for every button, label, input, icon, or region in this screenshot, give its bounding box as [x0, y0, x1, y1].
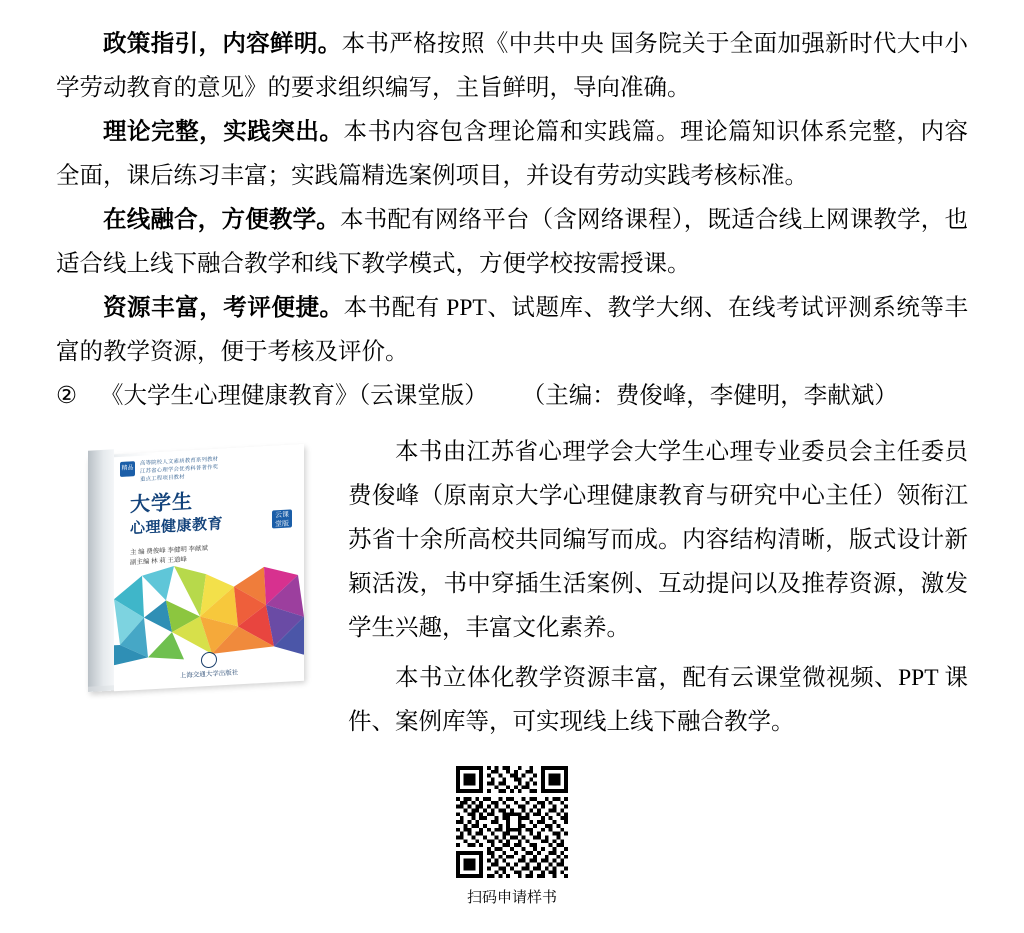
book-entry-heading [56, 374, 968, 418]
cover-editors-line-1: 主 编 费俊峰 李健明 李献斌 [130, 545, 208, 557]
cover-subtitle: 心理健康教育 [130, 516, 224, 538]
paragraph-text [56, 22, 968, 110]
cover-series-line-1: 高等院校人文素质教育系列教材 [140, 456, 219, 467]
paragraph-body: 本书配有网络平台（含网络课程），既适合线上网课教学，也适合线上线下融合教学和线下教学模式，方便学校按需授课。 [56, 207, 969, 277]
cover-title: 大学生 [130, 490, 193, 517]
paragraph-lead: 政策指引，内容鲜明。 [103, 31, 342, 57]
item-title: 《大学生心理健康教育》（云课堂版） [100, 383, 488, 409]
qr-code-icon[interactable] [456, 766, 568, 878]
cover-series-line-3: 重点工程项目教材 [140, 474, 185, 483]
publisher-logo-icon [201, 652, 217, 669]
paragraph-rich-resources [56, 286, 968, 374]
description-paragraph-1: 本书由江苏省心理学会大学生心理专业委员会主任委员费俊峰（原南京大学心理健康教育与研究中心主任）领衔江苏省十余所高校共同编写而成。内容结构清晰，版式设计新颖活泼，书中穿插生活案例、互动提问以及推荐资源，激发学生兴趣，丰富文化素养。 [348, 439, 968, 641]
qr-caption: 扫码申请样书 [466, 889, 557, 906]
item-authors: （主编：费俊峰，李健明，李献斌） [521, 383, 898, 409]
cover-front [114, 447, 304, 692]
paragraph-lead: 在线融合，方便教学。 [103, 207, 341, 233]
cover-badge: 精品 [120, 461, 135, 477]
cover-publisher: 上海交通大学出版社 [179, 669, 239, 680]
cover-edition-tag: 云课堂版 [272, 509, 292, 528]
paragraph-policy-guidance [56, 22, 968, 110]
cover-spine [88, 449, 114, 686]
qr-block [449, 766, 575, 908]
book-description [348, 430, 968, 744]
paragraph-lead: 理论完整，实践突出。 [103, 119, 344, 145]
cover-editors-line-2: 副主编 林 莉 王道峰 [130, 556, 187, 567]
cover-triangle-artwork [114, 559, 304, 666]
paragraph-text [56, 286, 968, 374]
paragraph-online-integration [56, 198, 968, 286]
paragraph-body: 本书内容包含理论篇和实践篇。理论篇知识体系完整，内容全面，课后练习丰富；实践篇精选案例项目，并设有劳动实践考核标准。 [56, 119, 969, 189]
paragraph-text [56, 110, 968, 198]
paragraph-body: 本书配有 PPT、试题库、教学大纲、在线考试评测系统等丰富的教学资源，便于考核及评价。 [56, 295, 968, 365]
cover-series-line-2: 江苏省心理学会优秀科普著作奖 [140, 464, 219, 475]
paragraph-text [56, 198, 968, 286]
description-paragraph-2: 本书立体化教学资源丰富，配有云课堂微视频、PPT 课件、案例库等，可实现线上线下融合教学。 [348, 665, 968, 735]
paragraph-theory-practice [56, 110, 968, 198]
paragraph-body: 本书严格按照《中共中央 国务院关于全面加强新时代大中小学劳动教育的意见》的要求组织编写，主旨鲜明，导向准确。 [56, 31, 969, 101]
paragraph-lead: 资源丰富，考评便捷。 [103, 295, 344, 321]
book-cover-image [88, 440, 310, 692]
item-number: ② [56, 383, 78, 409]
